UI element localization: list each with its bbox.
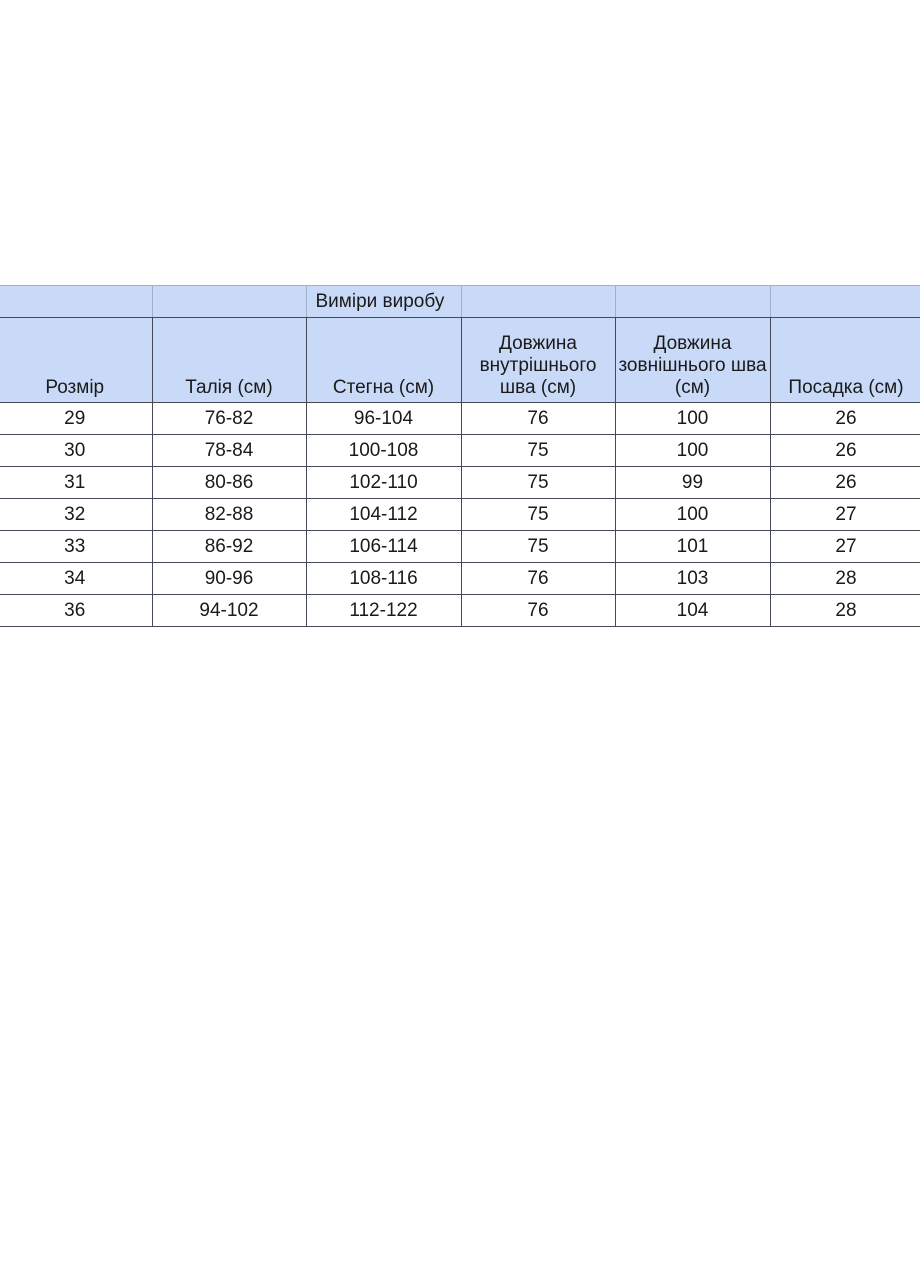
title-row-cell xyxy=(152,286,306,318)
cell-hips: 108-116 xyxy=(306,563,461,595)
cell-waist: 82-88 xyxy=(152,499,306,531)
cell-rise: 26 xyxy=(770,403,920,435)
size-chart-table xyxy=(0,285,920,627)
cell-inseam: 75 xyxy=(461,467,615,499)
cell-waist: 78-84 xyxy=(152,435,306,467)
cell-rise: 26 xyxy=(770,435,920,467)
cell-rise: 27 xyxy=(770,531,920,563)
cell-size: 33 xyxy=(0,531,152,563)
cell-outseam: 104 xyxy=(615,595,770,627)
table-row xyxy=(0,435,920,467)
cell-hips: 100-108 xyxy=(306,435,461,467)
table-row xyxy=(0,403,920,435)
cell-outseam: 100 xyxy=(615,403,770,435)
title-row-cell xyxy=(770,286,920,318)
table-header-row xyxy=(0,318,920,403)
column-header-rise: Посадка (см) xyxy=(770,318,920,403)
table-title: Виміри виробу xyxy=(306,286,461,318)
title-row-cell xyxy=(0,286,152,318)
table-row xyxy=(0,531,920,563)
column-header-outseam: Довжина зовнішнього шва (см) xyxy=(615,318,770,403)
cell-rise: 28 xyxy=(770,595,920,627)
cell-outseam: 103 xyxy=(615,563,770,595)
cell-waist: 86-92 xyxy=(152,531,306,563)
cell-inseam: 76 xyxy=(461,403,615,435)
table-row xyxy=(0,499,920,531)
cell-waist: 90-96 xyxy=(152,563,306,595)
cell-inseam: 76 xyxy=(461,595,615,627)
cell-rise: 28 xyxy=(770,563,920,595)
cell-inseam: 75 xyxy=(461,435,615,467)
cell-size: 36 xyxy=(0,595,152,627)
title-row-cell xyxy=(615,286,770,318)
cell-outseam: 100 xyxy=(615,499,770,531)
cell-hips: 102-110 xyxy=(306,467,461,499)
cell-inseam: 75 xyxy=(461,499,615,531)
cell-size: 32 xyxy=(0,499,152,531)
table-row xyxy=(0,467,920,499)
cell-outseam: 99 xyxy=(615,467,770,499)
cell-waist: 94-102 xyxy=(152,595,306,627)
cell-hips: 112-122 xyxy=(306,595,461,627)
cell-hips: 106-114 xyxy=(306,531,461,563)
cell-size: 29 xyxy=(0,403,152,435)
cell-size: 31 xyxy=(0,467,152,499)
column-header-size: Розмір xyxy=(0,318,152,403)
cell-hips: 104-112 xyxy=(306,499,461,531)
cell-outseam: 100 xyxy=(615,435,770,467)
cell-size: 34 xyxy=(0,563,152,595)
cell-outseam: 101 xyxy=(615,531,770,563)
column-header-waist: Талія (см) xyxy=(152,318,306,403)
cell-inseam: 75 xyxy=(461,531,615,563)
cell-hips: 96-104 xyxy=(306,403,461,435)
cell-waist: 80-86 xyxy=(152,467,306,499)
column-header-inseam: Довжина внутрішнього шва (см) xyxy=(461,318,615,403)
table-row xyxy=(0,563,920,595)
cell-size: 30 xyxy=(0,435,152,467)
title-row-cell xyxy=(461,286,615,318)
table-row xyxy=(0,595,920,627)
cell-waist: 76-82 xyxy=(152,403,306,435)
cell-rise: 27 xyxy=(770,499,920,531)
column-header-hips: Стегна (см) xyxy=(306,318,461,403)
cell-inseam: 76 xyxy=(461,563,615,595)
cell-rise: 26 xyxy=(770,467,920,499)
table-title-row xyxy=(0,286,920,318)
